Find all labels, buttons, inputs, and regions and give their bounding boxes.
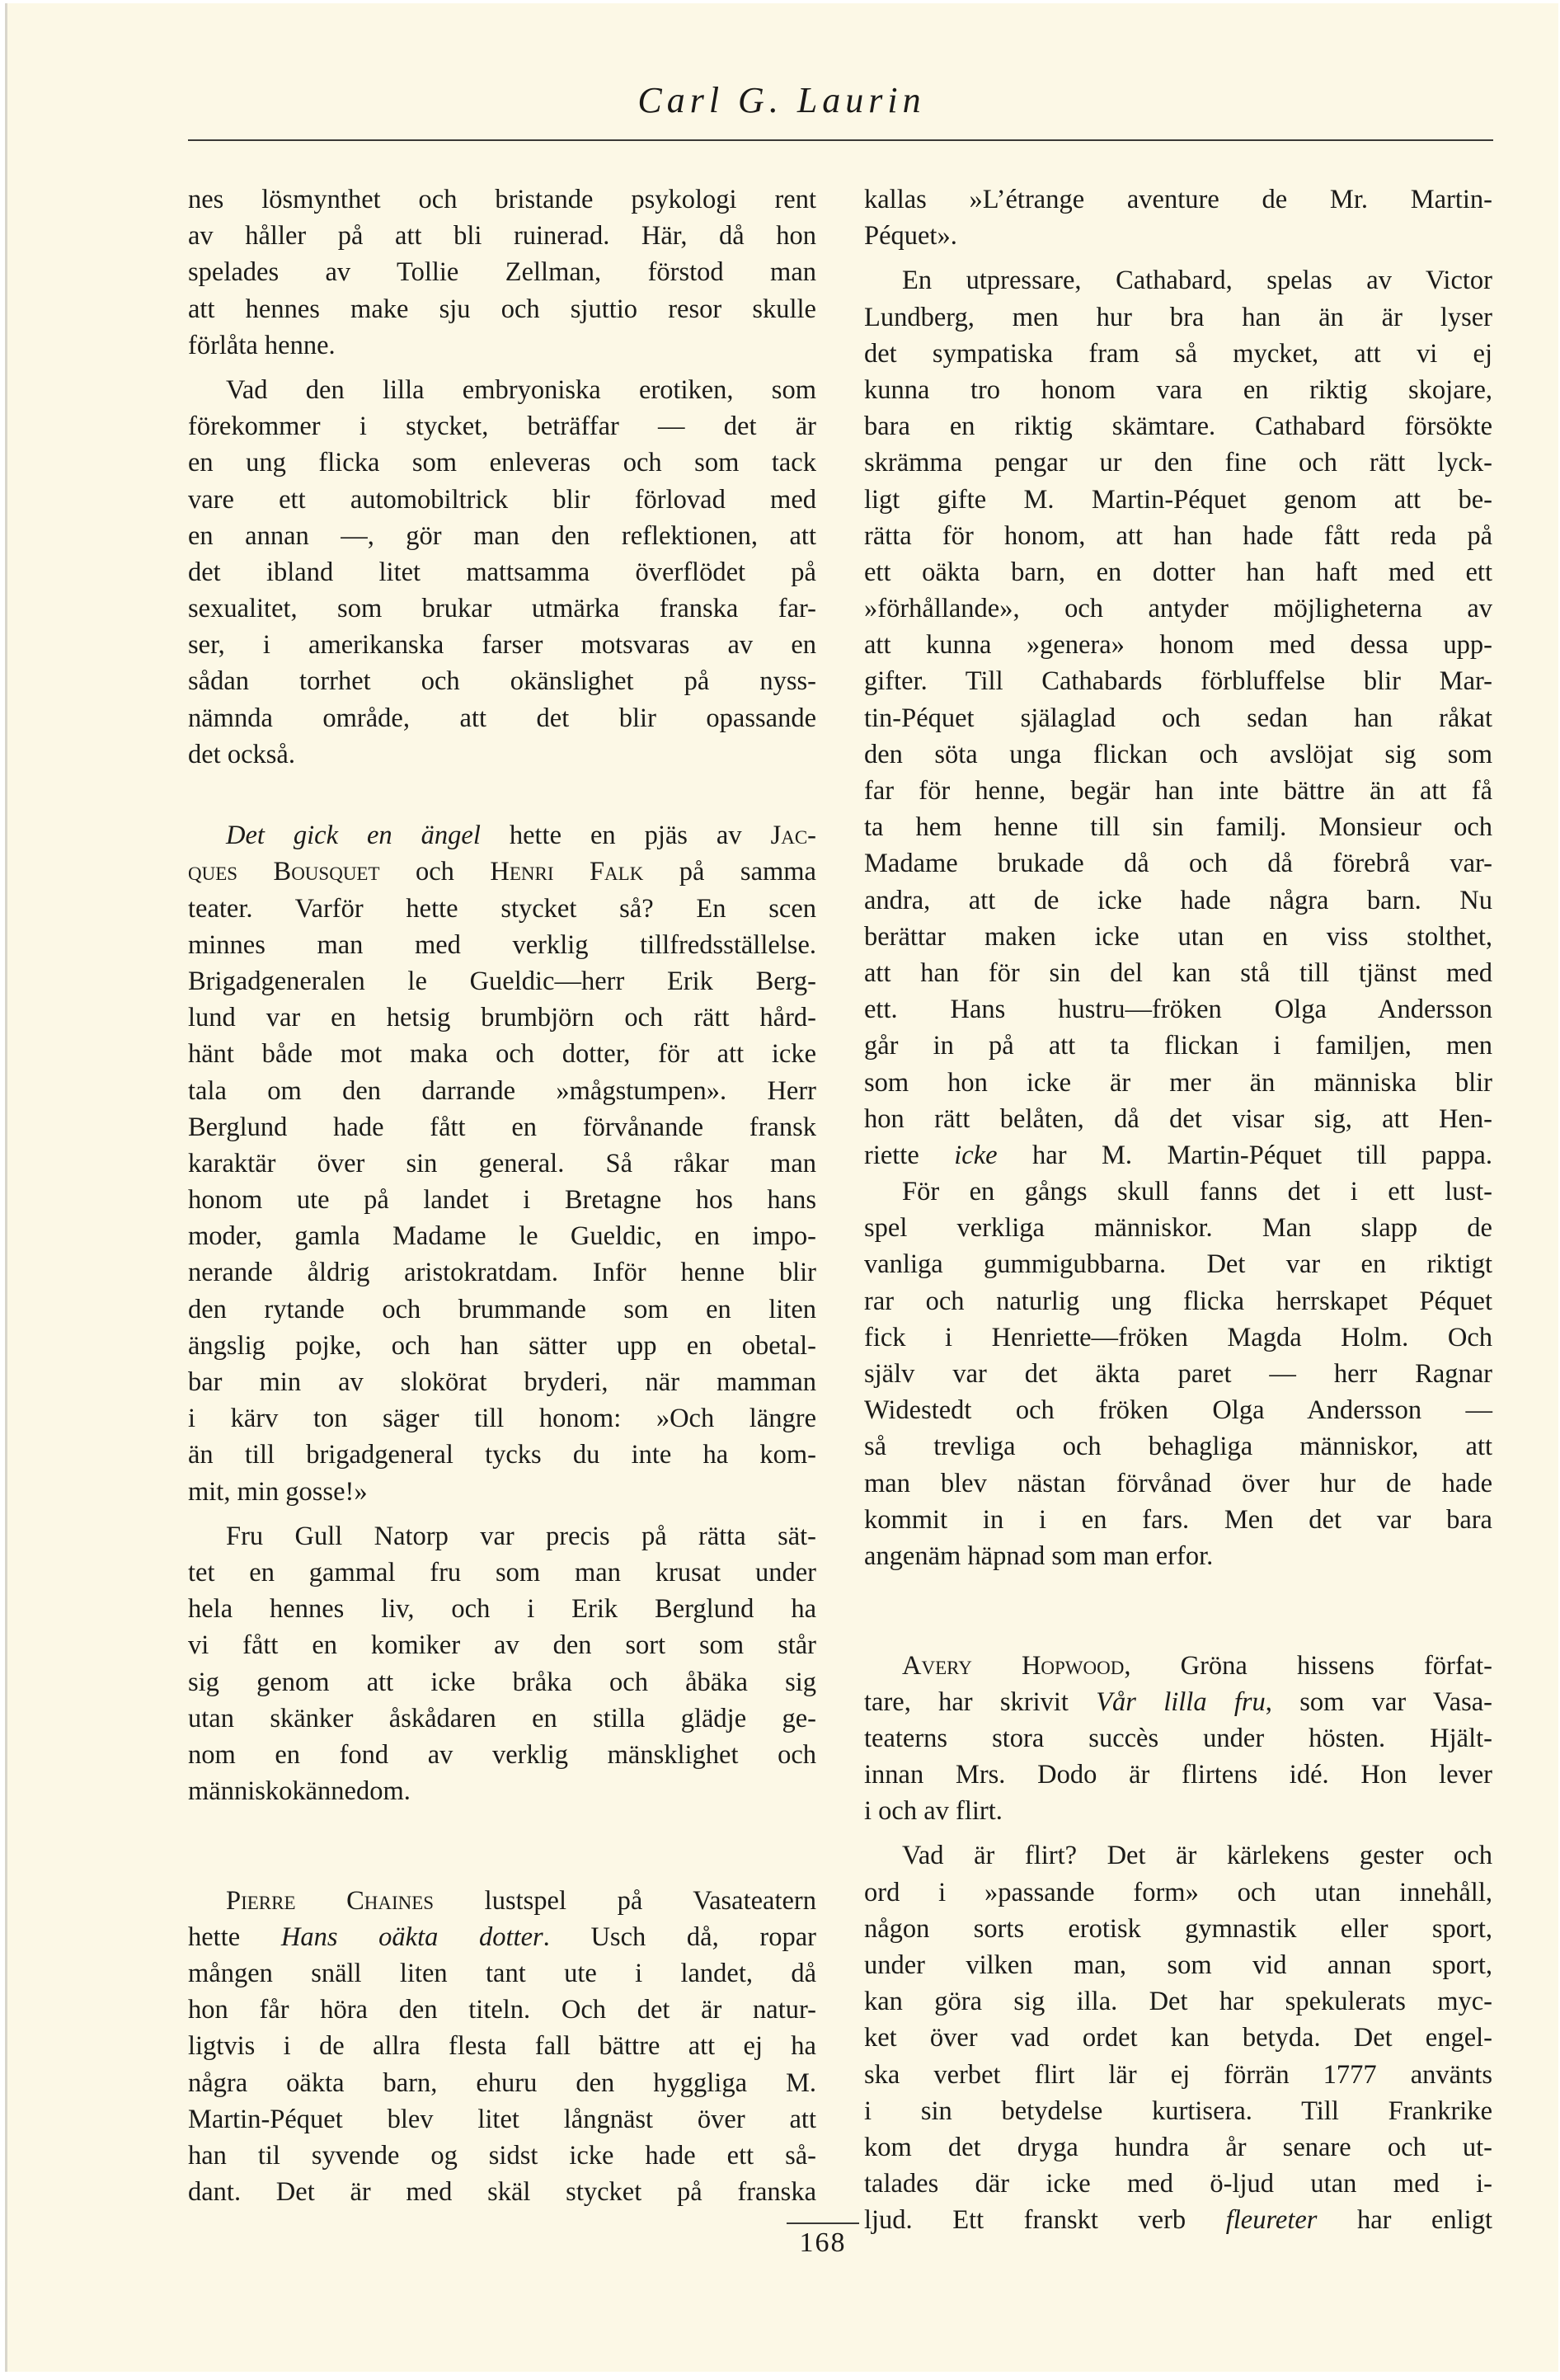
play-title: Det gick en ängel: [226, 821, 481, 851]
text-span: , som var Vasa-: [1265, 1686, 1493, 1717]
text-line: tin-Péquet själaglad och sedan han råkat: [864, 703, 1492, 733]
text-span: riette: [864, 1140, 955, 1170]
text-line: mången snäll liten tant ute i landet, då: [188, 1959, 816, 1988]
text-line: Berglund hade fått en förvånande fransk: [188, 1112, 816, 1142]
text-line: En utpressare, Cathabard, spelas av Victor: [902, 266, 1492, 296]
text-line: sexualitet, som brukar utmärka franska far-: [188, 594, 816, 624]
left-column: [188, 181, 816, 2210]
paragraph: [864, 181, 1492, 254]
paragraph: [188, 372, 816, 773]
text-line: andra, att de icke hade några barn. Nu: [864, 885, 1492, 915]
emphasis: icke: [954, 1140, 998, 1170]
text-line: människokännedom.: [188, 1776, 411, 1807]
text-line: ta hem henne till sin familj. Monsieur och: [864, 812, 1492, 843]
text-line: den söta unga flickan och avslöjat sig som: [864, 739, 1492, 769]
text-line: spel verkliga människor. Man slapp de: [864, 1213, 1492, 1244]
text-line: mit, min gosse!»: [188, 1476, 368, 1507]
text-line: Brigadgeneralen le Gueldic—herr Erik Berg-: [188, 966, 816, 996]
text-line: utan skänker åskådaren en stilla glädje ge-: [188, 1703, 816, 1733]
text-line: [188, 1883, 816, 1919]
text-line: än till brigadgeneral tycks du inte ha kom-: [188, 1440, 816, 1470]
text-line: kallas »L’étrange aventure de Mr. Martin-: [864, 185, 1492, 214]
emphasis: fleureter: [1225, 2205, 1318, 2236]
running-head: Carl G. Laurin: [637, 80, 926, 120]
text-line: rätta för honom, att han hade fått reda på: [864, 520, 1492, 551]
author-name: ques Bousquet: [188, 857, 380, 887]
text-line: sig genom att icke bråka och åbäka sig: [188, 1667, 816, 1697]
text-span: och: [379, 857, 491, 887]
text-line: att han för sin del kan stå till tjänst med: [864, 957, 1492, 988]
book-page: [5, 3, 1558, 2372]
text-line: skrämma pengar ur den fine och rätt lyck-: [864, 448, 1492, 478]
text-span: på samma: [643, 857, 816, 887]
text-line: tet en gammal fru som man krusat under: [188, 1557, 816, 1587]
text-line: vare ett automobiltrick blir förlovad med: [188, 484, 816, 515]
text-line: dant. Det är med skäl stycket på franska: [188, 2177, 816, 2208]
text-span: tare, har skrivit: [864, 1686, 1097, 1717]
text-line: går in på att ta flickan i familjen, men: [864, 1031, 1492, 1061]
text-line: vi fått en komiker av den sort som står: [188, 1630, 816, 1661]
text-line: Martin-Péquet blev litet långnäst över att: [188, 2104, 816, 2134]
text-line: ett. Hans hustru—fröken Olga Andersson: [864, 995, 1492, 1025]
text-line: Péquet».: [864, 221, 957, 252]
text-line: hänt både mot maka och dotter, för att icke: [188, 1039, 816, 1070]
text-line: någon sorts erotisk gymnastik eller sport,: [864, 1913, 1492, 1944]
text-line: det sympatiska fram så mycket, att vi ej: [864, 338, 1492, 369]
folio-rule: [787, 2222, 859, 2224]
paragraph: [864, 262, 1492, 1174]
text-span: lustspel på Vasateatern: [434, 1885, 817, 1916]
text-line: hon rätt belåten, då det visar sig, att Hen-: [864, 1103, 1492, 1134]
text-line: honom ute på landet i Bretagne hos hans: [188, 1185, 816, 1216]
paragraph: [188, 1883, 816, 2211]
text-line: fick i Henriette—fröken Magda Holm. Och: [864, 1322, 1492, 1352]
text-line: en annan —, gör man den reflektionen, att: [188, 520, 816, 551]
text-line: berättar maken icke utan en viss stolthet,: [864, 921, 1492, 952]
text-line: angenäm häpnad som man erfor.: [864, 1540, 1214, 1571]
text-line: [864, 2202, 1492, 2238]
text-line: i kärv ton säger till honom: »Och längre: [188, 1404, 816, 1434]
text-line: »förhållande», och antyder möjligheterna av: [864, 594, 1492, 624]
text-line: som hon icke är mer än människa blir: [864, 1067, 1492, 1098]
text-line: Fru Gull Natorp var precis på rätta sät-: [226, 1521, 816, 1551]
text-line: För en gångs skull fanns det i ett lust-: [902, 1177, 1492, 1207]
text-line: spelades av Tollie Zellman, förstod man: [188, 257, 816, 288]
text-line: teater. Varför hette stycket så? En scen: [188, 893, 816, 924]
text-line: man blev nästan förvånad över hur de hade: [864, 1468, 1492, 1498]
text-line: rar och naturlig ung flicka herrskapet Péquet: [864, 1286, 1492, 1316]
text-span: har M. Martin-Péquet till pappa.: [997, 1140, 1492, 1170]
text-line: några oäkta barn, ehuru den hyggliga M.: [188, 2067, 816, 2098]
text-line: Widestedt och fröken Olga Andersson —: [864, 1395, 1492, 1426]
paragraph: [188, 181, 816, 364]
page-number: 168: [799, 2227, 847, 2258]
text-line: minnes man med verklig tillfredsställelse.: [188, 929, 816, 960]
text-span: har enligt: [1317, 2205, 1492, 2236]
text-line: nes lösmynthet och bristande psykologi rent: [188, 185, 816, 214]
text-line: bara en riktig skämtare. Cathabard försökte: [864, 412, 1492, 442]
text-line: en ung flicka som enleveras och som tack: [188, 448, 816, 478]
text-line: tala om den darrande »mågstumpen». Herr: [188, 1075, 816, 1106]
text-line: ligt gifte M. Martin-Péquet genom att be-: [864, 484, 1492, 515]
text-line: kunna tro honom vara en riktig skojare,: [864, 374, 1492, 405]
text-line: bar min av slokörat bryderi, när mamman: [188, 1367, 816, 1397]
text-line: i och av flirt.: [864, 1796, 1003, 1827]
text-span: , Gröna hissens förfat-: [1124, 1650, 1492, 1681]
paragraph: [188, 1518, 816, 1810]
author-name: Avery Hopwood: [902, 1650, 1125, 1681]
play-title: Vår lilla fru: [1096, 1686, 1266, 1717]
text-line: nämnda område, att det blir opassande: [188, 703, 816, 733]
text-span: . Usch då, ropar: [543, 1921, 816, 1952]
author-name: Jac-: [770, 821, 816, 851]
text-line: själv var det äkta paret — herr Ragnar: [864, 1359, 1492, 1389]
text-line: ket över vad ordet kan betyda. Det engel-: [864, 2023, 1492, 2053]
text-line: kan göra sig illa. Det har spekulerats myc-: [864, 1987, 1492, 2017]
text-line: [188, 854, 816, 890]
right-column: [864, 181, 1492, 2239]
text-line: ska verbet flirt lär ej förrän 1777 använts: [864, 2059, 1492, 2090]
text-line: Lundberg, men hur bra han än är lyser: [864, 302, 1492, 332]
text-line: Vad den lilla embryoniska erotiken, som: [226, 374, 816, 405]
text-line: kommit in i en fars. Men det var bara: [864, 1504, 1492, 1535]
text-line: ligtvis i de allra flesta fall bättre att ej ha: [188, 2031, 816, 2062]
text-line: [864, 1648, 1492, 1684]
text-line: förekommer i stycket, beträffar — det är: [188, 412, 816, 442]
text-line: att kunna »genera» honom med dessa upp-: [864, 630, 1492, 661]
text-line: lund var en hetsig brumbjörn och rätt hård-: [188, 1003, 816, 1033]
header-rule: [188, 139, 1493, 141]
author-name: Pierre Chaines: [226, 1885, 435, 1916]
text-line: [188, 1919, 816, 1955]
text-line: innan Mrs. Dodo är flirtens idé. Hon lever: [864, 1760, 1492, 1790]
text-line: det också.: [188, 739, 295, 769]
text-line: nom en fond av verklig mänsklighet och: [188, 1739, 816, 1770]
text-line: gifter. Till Cathabards förbluffelse blir Mar-: [864, 666, 1492, 697]
text-line: det ibland litet mattsamma överflödet på: [188, 557, 816, 587]
text-line: far för henne, begär han inte bättre än att få: [864, 776, 1492, 806]
text-line: i sin betydelse kurtisera. Till Frankrike: [864, 2095, 1492, 2126]
text-line: hon får höra den titeln. Och det är natur-: [188, 1995, 816, 2025]
text-line: han til syvende og sidst icke hade ett så-: [188, 2140, 816, 2171]
text-line: Madame brukade då och då förebrå var-: [864, 849, 1492, 879]
text-line: [188, 817, 816, 854]
play-title: Hans oäkta dotter: [280, 1921, 543, 1952]
text-line: hela hennes liv, och i Erik Berglund ha: [188, 1594, 816, 1625]
author-name: Henri Falk: [490, 857, 644, 887]
text-line: karaktär över sin general. Så råkar man: [188, 1148, 816, 1178]
text-line: så trevliga och behagliga människor, att: [864, 1432, 1492, 1462]
text-line: moder, gamla Madame le Gueldic, en impo-: [188, 1221, 816, 1252]
text-line: [864, 1684, 1492, 1720]
text-line: att hennes make sju och sjuttio resor skulle: [188, 294, 816, 324]
text-line: vanliga gummigubbarna. Det var en riktigt: [864, 1249, 1492, 1280]
paragraph: [188, 817, 816, 1510]
text-line: nerande åldrig aristokratdam. Inför henne blir: [188, 1258, 816, 1288]
text-line: teaterns stora succès under hösten. Hjält-: [864, 1723, 1492, 1753]
text-line: [864, 1137, 1492, 1174]
paragraph: [864, 1837, 1492, 2238]
text-span: ljud. Ett franskt verb: [864, 2205, 1226, 2236]
text-line: förlåta henne.: [188, 330, 336, 360]
text-line: ängslig pojke, och han sätter upp en obetal-: [188, 1330, 816, 1361]
text-line: ord i »passande form» och utan innehåll,: [864, 1877, 1492, 1907]
text-line: Vad är flirt? Det är kärlekens gester och: [902, 1841, 1492, 1871]
text-line: ser, i amerikanska farser motsvaras av en: [188, 630, 816, 661]
text-line: talades där icke med ö-ljud utan med i-: [864, 2169, 1492, 2199]
text-line: sådan torrhet och okänslighet på nyss-: [188, 666, 816, 697]
text-span: hette en pjäs av: [480, 821, 771, 851]
text-line: ett oäkta barn, en dotter han haft med ett: [864, 557, 1492, 587]
text-line: kom det dryga hundra år senare och ut-: [864, 2132, 1492, 2162]
text-line: under vilken man, som vid annan sport,: [864, 1950, 1492, 1980]
text-span: hette: [188, 1921, 281, 1952]
text-line: av håller på att bli ruinerad. Här, då hon: [188, 221, 816, 252]
paragraph: [864, 1174, 1492, 1574]
paragraph: [864, 1648, 1492, 1830]
text-line: den rytande och brummande som en liten: [188, 1294, 816, 1324]
